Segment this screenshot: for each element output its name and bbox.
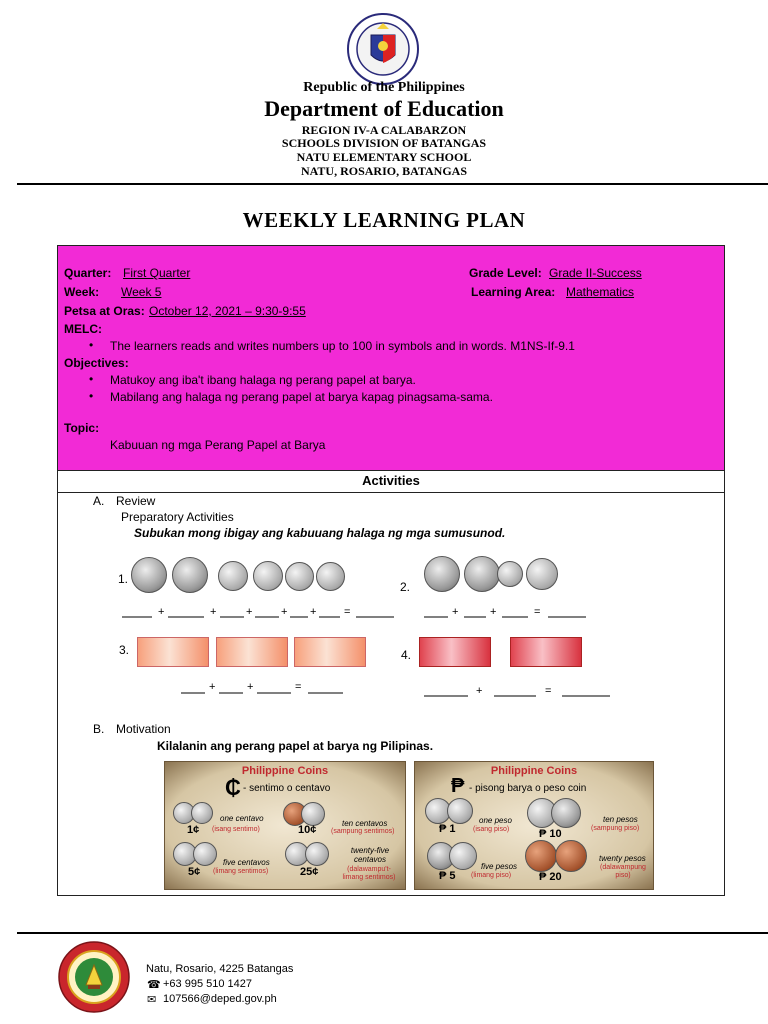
peso-coins-poster [414, 761, 654, 890]
coin-image [447, 798, 473, 824]
coin-image [253, 561, 283, 591]
coin-image [301, 802, 325, 826]
activities-heading: Activities [57, 470, 725, 493]
coin-filipino-name: (dalawampu't-limang sentimos) [342, 866, 396, 881]
centavo-coins-poster [164, 761, 406, 890]
date-label: Petsa at Oras: [64, 304, 145, 318]
deped-seal [347, 13, 419, 85]
coin-image [316, 562, 345, 591]
poster-subtitle: - pisong barya o peso coin [469, 783, 587, 794]
school-line: NATU ELEMENTARY SCHOOL [296, 150, 472, 164]
coin-value: 1¢ [187, 824, 200, 836]
footer-divider [17, 932, 768, 934]
svg-text:+: + [209, 681, 216, 693]
banknote-image [294, 637, 366, 667]
svg-text:+: + [476, 685, 483, 697]
region-line: REGION IV-A CALABARZON [301, 123, 467, 137]
coin-image [551, 798, 581, 828]
page-title: WEEKLY LEARNING PLAN [242, 208, 526, 232]
objective-bullet: • [89, 372, 94, 386]
motivation-label: Motivation [116, 722, 171, 736]
svg-text:+: + [490, 606, 497, 618]
banknote-image [510, 637, 582, 667]
phone-icon: ☎ [147, 979, 161, 991]
coin-image [464, 556, 500, 592]
coin-image [526, 558, 558, 590]
coin-filipino-name: (sampung piso) [591, 825, 640, 832]
area-label: Learning Area: [471, 285, 556, 299]
answer-blanks [122, 603, 397, 619]
preparatory-label: Preparatory Activities [121, 510, 234, 524]
coin-value: 10¢ [298, 824, 317, 836]
coin-image [497, 561, 523, 587]
svg-text:+: + [210, 606, 217, 618]
quarter-value: First Quarter [123, 266, 191, 280]
review-letter: A. [93, 494, 105, 508]
svg-text:=: = [545, 685, 552, 697]
coin-image [193, 842, 217, 866]
coin-value: ₱ 20 [539, 871, 562, 883]
melc-bullet: • [89, 338, 94, 352]
banknote-image [216, 637, 288, 667]
coin-image [218, 561, 248, 591]
svg-text:+: + [281, 606, 288, 618]
coin-filipino-name: (sampung sentimos) [331, 828, 395, 835]
coin-english-name: ten pesos [603, 815, 638, 824]
objective-item: Mabilang ang halaga ng perang papel at barya kapag pinagsama-sama. [110, 390, 493, 404]
coin-filipino-name: (isang sentimo) [212, 826, 260, 833]
email-icon: ✉ [147, 994, 157, 1006]
coin-image [131, 557, 167, 593]
banknote-image [137, 637, 209, 667]
coin-value: 25¢ [300, 866, 319, 878]
coin-english-name: five centavos [223, 858, 270, 867]
centavo-symbol: ₵ [225, 775, 241, 800]
item-number: 1. [118, 572, 129, 586]
svg-text:=: = [344, 606, 351, 618]
svg-text:+: + [452, 606, 459, 618]
coin-image [191, 802, 213, 824]
poster-title: Philippine Coins [490, 765, 578, 777]
coin-image [449, 842, 477, 870]
header-divider [17, 183, 768, 185]
answer-blanks [181, 679, 346, 695]
coin-image [424, 556, 460, 592]
footer-email: 107566@deped.gov.ph [163, 993, 277, 1005]
svg-text:=: = [295, 681, 302, 693]
poster-title: Philippine Coins [241, 765, 329, 777]
svg-text:+: + [246, 606, 253, 618]
coin-image [555, 840, 587, 872]
week-value: Week 5 [121, 285, 162, 299]
date-value: October 12, 2021 – 9:30-9:55 [149, 304, 306, 318]
answer-blanks [424, 603, 589, 619]
grade-label: Grade Level: [469, 266, 542, 280]
grade-value: Grade II-Success [549, 266, 642, 280]
department-title: Department of Education [264, 96, 504, 121]
division-line: SCHOOLS DIVISION OF BATANGAS [281, 136, 487, 150]
topic-label: Topic: [64, 421, 100, 435]
coin-filipino-name: (limang piso) [471, 872, 512, 879]
objectives-label: Objectives: [64, 356, 129, 370]
coin-english-name: five pesos [481, 862, 518, 871]
svg-text:+: + [158, 606, 165, 618]
footer-phone: +63 995 510 1427 [163, 978, 253, 990]
review-label: Review [116, 494, 156, 508]
peso-symbol: ₱ [451, 775, 465, 797]
svg-text:+: + [310, 606, 317, 618]
coin-image [525, 840, 557, 872]
svg-text:=: = [534, 606, 541, 618]
coin-filipino-name: (dalawampung piso) [600, 864, 646, 879]
week-label: Week: [64, 285, 100, 299]
coin-filipino-name: (isang piso) [473, 826, 510, 833]
area-value: Mathematics [566, 285, 635, 299]
coin-english-name: one centavo [220, 814, 264, 823]
motivation-instruction: Kilalanin ang perang papel at barya ng Pilipinas. [157, 739, 434, 753]
school-logo [58, 941, 130, 1013]
poster-subtitle: - sentimo o centavo [243, 783, 331, 794]
republic-line: Republic of the Philippines [303, 80, 465, 95]
coin-value: ₱ 1 [439, 823, 456, 835]
item-number: 3. [119, 643, 130, 657]
footer-address: Natu, Rosario, 4225 Batangas [146, 963, 294, 975]
quarter-label: Quarter: [64, 266, 112, 280]
review-instruction: Subukan mong ibigay ang kabuuang halaga ng mga sumusunod. [134, 526, 506, 540]
item-number: 2. [400, 580, 411, 594]
topic-value: Kabuuan ng mga Perang Papel at Barya [110, 438, 326, 452]
coin-english-name: one peso [479, 816, 512, 825]
banknote-image [419, 637, 491, 667]
coin-image [305, 842, 329, 866]
coin-image [285, 562, 314, 591]
coin-english-name: ten centavos [342, 819, 388, 828]
svg-text:+: + [247, 681, 254, 693]
melc-item: The learners reads and writes numbers up to 100 in symbols and in words. M1NS-If-9.1 [110, 339, 575, 353]
coin-value: 5¢ [188, 866, 201, 878]
coin-value: ₱ 5 [439, 870, 456, 882]
coin-filipino-name: (limang sentimos) [213, 868, 269, 875]
coin-value: ₱ 10 [539, 828, 562, 840]
objective-bullet: • [89, 389, 94, 403]
address-line: NATU, ROSARIO, BATANGAS [300, 164, 468, 178]
coin-english-name: twenty pesos [599, 854, 646, 863]
motivation-letter: B. [93, 722, 105, 736]
coin-english-name: twenty-five centavos [350, 846, 390, 864]
answer-blanks [424, 682, 614, 698]
objective-item: Matukoy ang iba't ibang halaga ng perang papel at barya. [110, 373, 416, 387]
melc-label: MELC: [64, 322, 102, 336]
item-number: 4. [401, 648, 412, 662]
coin-image [172, 557, 208, 593]
